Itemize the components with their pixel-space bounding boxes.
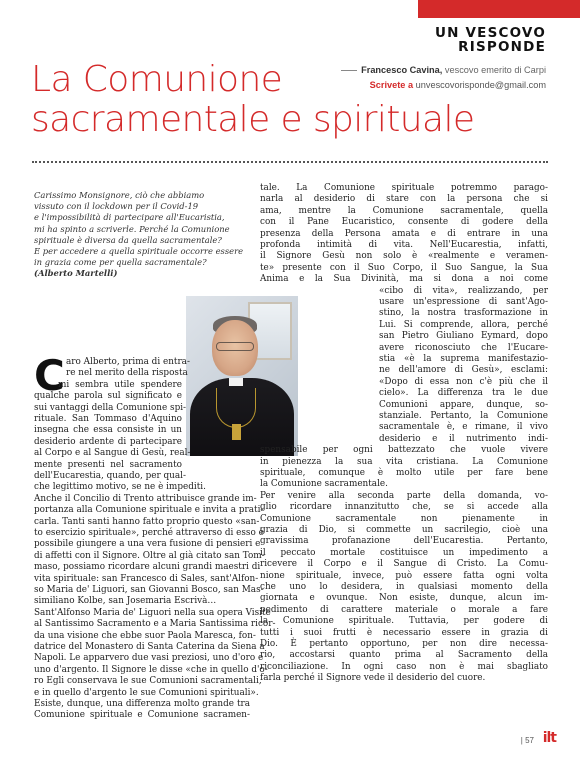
author-name: Francesco Cavina, <box>361 65 443 75</box>
text-line: e in quello d'argento le sue Comunioni spirituali». <box>34 687 259 698</box>
text-line: Sant'Alfonso Maria de' Liguori nella sua opera Visite <box>34 607 271 618</box>
text-line: da una visione che ebbe suor Paola Maresca, fon- <box>34 630 256 641</box>
text-line: spensabile per ogni battezzato che vuole vivere <box>260 445 548 456</box>
text-line: spirituale, comunque è molto utile per fare bene <box>260 468 548 478</box>
text-line: con il Pane Eucaristico, consente di godere della <box>260 217 548 228</box>
text-line: gravissima profanazione dell'Eucarestia. Pertanto, <box>260 536 548 547</box>
text-line: te» presente con il Suo Corpo, il Suo Sangue, la Sua <box>260 262 548 273</box>
text-line: tutti i suoi frutti è necessario essere in grazia di <box>260 627 548 638</box>
text-line: Anche il Concilio di Trento attribuisce grande im- <box>34 493 257 504</box>
text-line: ro Egli conservava le sue Comunioni sacramentali, <box>34 676 262 687</box>
text-line: qualche parola sul significato e <box>34 391 182 402</box>
text-line: il peccato mortale costituisce un impedimento a <box>260 547 548 558</box>
text-line: san Pietro Giuliano Eymard, dopo <box>379 331 548 342</box>
text-line: vita spirituale: san Francesco di Sales, sant'Alfon- <box>34 573 259 584</box>
text-line: sui vantaggi della Comunione spi- <box>34 402 187 413</box>
text-line: tale. La Comunione spirituale potremmo parago- <box>260 183 548 193</box>
text-line: dell'Eucarestia, quando, per qual- <box>34 471 186 481</box>
text-line: Dio. È pertanto opportuno, per non dire necessa- <box>260 639 548 649</box>
text-line: ne dell'amore di Gesù», esclami: <box>379 365 548 376</box>
text-line: cielo». La differenza tra le due <box>379 388 548 399</box>
dotted-divider <box>32 161 548 163</box>
text-line: Esiste, dunque, una differenza molto grande tra <box>34 699 250 709</box>
text-line: glio ricordare innanzitutto che, se si accede alla <box>260 502 548 513</box>
text-line: al Santissimo Sacramento e a Maria Santissima ricor- <box>34 619 276 630</box>
text-line: Anima e la Sua Divinità, ma si dona a noi come <box>260 274 548 285</box>
question-signature: (Alberto Martelli) <box>34 268 118 279</box>
question-line: mi ha spinto a scriverle. Perché la Comunione <box>34 223 230 234</box>
text-line: Comunione sacramentale non pienamente in <box>260 513 548 524</box>
question-line: vissuto con il lockdown per il Covid-19 <box>34 201 199 212</box>
text-line: Napoli. Le apparvero due vasi preziosi, uno d'oro e <box>34 653 264 664</box>
text-line: desiderio e il nutrimento indi- <box>379 433 548 444</box>
text-line: possibile giungere a una vera fusione di pensieri e <box>34 539 261 550</box>
text-line: ricevere il Corpo e il Sangue di Cristo. La Comu- <box>260 559 548 570</box>
text-line: uno d'argento. Il Signore le disse «che in quello d'o- <box>34 664 268 675</box>
question-line: in grazia come per quella sacramentale? <box>34 257 207 268</box>
text-line: il Signore Gesù non solo è «realmente e veramen- <box>260 251 548 262</box>
contact-label: Scrivete a <box>369 80 414 90</box>
text-line: riconciliazione. In ogni caso non è mai sbagliato <box>260 661 548 672</box>
answer-column-right <box>0 183 580 685</box>
text-line: usare un'espressione di sant'Ago- <box>379 297 548 307</box>
text-line: «cibo di vita», realizzando, per <box>379 285 548 296</box>
section-tab <box>418 0 580 18</box>
text-line: nione spirituale, invece, può essere fatta ogni volta <box>260 570 548 581</box>
text-line: rio, accostarsi quanto prima al Sacramento della <box>260 650 548 661</box>
text-line: mi sembra utile spendere <box>58 379 182 390</box>
text-line: presenza della Persona amata e di entrare in una <box>260 228 548 239</box>
contact-email[interactable]: unvescovorisponde@gmail.com <box>415 80 546 90</box>
text-line: stino, la nostra trasformazione in <box>379 308 548 319</box>
text-line: grazia di Dio, si commette un sacrilegio, cioè una <box>260 525 548 535</box>
text-line: so Maria de' Liguori, san Giovanni Bosco, san Mas- <box>34 585 264 595</box>
text-line: aro Alberto, prima di entra- <box>66 357 190 367</box>
page-number: | 57 <box>520 736 534 745</box>
author-role: vescovo emerito di Carpi <box>444 65 546 75</box>
text-line: la Comunione spirituale. Tuttavia, per godere di <box>260 616 548 627</box>
text-line: «Dopo di essa non c'è più che il <box>379 376 548 387</box>
text-line: Comunione spirituale e Comunione sacramen- <box>34 710 250 721</box>
text-line: giornata e ovunque. Non esiste, dunque, alcun im- <box>260 593 548 604</box>
text-line: sacramentale è, e rimane, il vivo <box>379 422 548 433</box>
text-line: che uno lo desidera, in qualsiasi momento della <box>260 582 548 592</box>
question-line: spirituale è diversa da quella sacramentale? <box>34 234 222 245</box>
drop-cap: C <box>34 351 65 400</box>
text-line: mente presenti nel sacramento <box>34 459 182 470</box>
section-label-line1: UN VESCOVO <box>434 25 546 41</box>
text-line: in pienezza la sua vita cristiana. La Comunione <box>260 456 548 467</box>
text-line: Comunioni appare, dunque, so- <box>379 399 548 410</box>
text-line: profonda intimità di vita. Nell'Eucarestia, infatti, <box>260 240 548 250</box>
text-line: re nel merito della risposta <box>66 368 188 379</box>
text-line: al Corpo e al Sangue di Gesù, real- <box>34 448 191 459</box>
text-line: stia «è la suprema manifestazio- <box>379 354 548 364</box>
text-line: desiderio ardente di partecipare <box>34 436 182 447</box>
text-line: insegna che essa consiste in un <box>34 425 182 436</box>
text-line: di affetti con il Signore. Oltre al già citato san Tom- <box>34 550 265 561</box>
text-line: rituale. San Tommaso d'Aquino <box>34 414 182 424</box>
question-line: E per accedere a quella spirituale occorre essere <box>34 246 244 257</box>
text-line: portanza alla Comunione spirituale e invita a prati- <box>34 505 264 516</box>
question-line: Carissimo Monsignore, ciò che abbiamo <box>34 190 205 200</box>
text-line: datrice del Monastero di Santa Caterina da Siena a <box>34 642 265 652</box>
question-line: e l'impossibilità di partecipare all'Eucaristia, <box>34 212 225 223</box>
text-line: to esercizio spirituale», perché attraverso di esso è <box>34 528 264 538</box>
text-line: che legittimo motivo, se ne è impediti. <box>34 482 206 493</box>
page-title-line2: sacramentale e spirituale <box>31 99 475 140</box>
text-line: avere riconosciuto che l'Eucare- <box>379 342 548 353</box>
text-line: la Comunione sacramentale. <box>260 479 388 490</box>
text-line: stanziale. Pertanto, la Comunione <box>379 411 548 421</box>
text-line: Lui. Si comprende, allora, perché <box>379 319 548 330</box>
text-line: carla. Tanti santi hanno fatto proprio questo «san- <box>34 516 260 527</box>
page-title <box>31 60 474 140</box>
text-line: Per venire alla seconda parte della domanda, vo- <box>260 490 548 501</box>
text-line: maso, possiamo ricordare alcuni grandi maestri di <box>34 562 261 573</box>
text-line: similiano Kolbe, san Josemaria Escrivà… <box>34 596 217 607</box>
text-line: narla al desiderio di stare con la persona che si <box>260 194 548 205</box>
text-line: pedimento di carattere materiale o morale a fare <box>260 604 548 615</box>
text-line: ama, mentre la Comunione sacramentale, quella <box>260 205 548 216</box>
page-title-line1: La Comunione <box>31 59 283 100</box>
section-label <box>435 26 546 54</box>
section-label-line2: RISPONDE <box>458 39 546 55</box>
magazine-logo: ilt <box>542 730 556 746</box>
text-line: farla perché il Signore vede il desiderio del cuore. <box>260 673 486 684</box>
